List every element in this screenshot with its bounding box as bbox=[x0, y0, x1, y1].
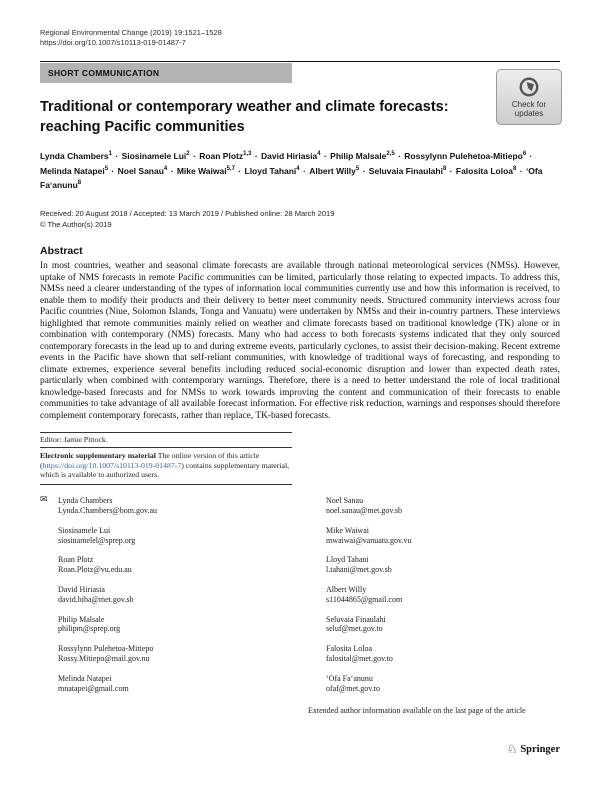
author-separator-dot: · bbox=[190, 150, 199, 161]
contact-name: Seluvaia Finaulahi bbox=[326, 614, 386, 624]
doi-link[interactable]: https://doi.org/10.1007/s10113-019-01487-7 bbox=[40, 38, 186, 47]
contact-email: mnatapei@gmail.com bbox=[58, 683, 129, 693]
contact-entry bbox=[40, 615, 292, 635]
author: David Hiriasia$^4$ bbox=[261, 150, 321, 161]
contact-entry bbox=[308, 585, 560, 605]
crossmark-circle-icon bbox=[518, 76, 540, 98]
contact-name: Albert Willy bbox=[326, 585, 367, 595]
contact-email: noel.sanau@met.gov.sb bbox=[326, 506, 402, 516]
contact-email: seluf@met.gov.to bbox=[326, 624, 383, 634]
author-list bbox=[40, 148, 560, 192]
contact-name: Lloyd Tahani bbox=[326, 555, 369, 565]
abstract-text: In most countries, weather and seasonal climate forecasts are available through national meteorological services (NMSs). However, uptake of NMS forecasts in remote Pacific communities can be limited, particularly those relating to expected impacts. To address this, NMSs need a clearer understanding of the types of information local communities currently use and how this information is received, to enable them to modify their products and their delivery to better meet community needs. Structured community interviews across four Pacific countries (Niue, Solomon Islands, Tonga and Vanuatu) were undertaken by NMSs and their in-country partners. These interviews highlighted that remote communities mainly relied on weather and climate forecasts based on traditional knowledge (TK) alone or in combination with contemporary (NMS) forecasts. Many who had access to both forecasts systems indicated that they only sourced contemporary forecasts in the lead up to and during extreme events, particularly cyclones, to assist their decision-making. Recent extreme events in the Pacific have shown that self-reliant communities, with knowledge of traditional ways of forecasting, and responding to climate extremes, experience several benefits including reduced social-economic disruption and lower than expected death rates, particularly when combined with contemporary warnings. Therefore, there is a need to better understand the role of local traditional knowledge-based forecasts and for NMSs to work towards improving the content and communication of their forecasts to enable communities to take advantage of all available forecast information. For effective risk reduction, warnings and responses should therefore complement contemporary forecasts, rather than replace, TK-based forecasts. bbox=[40, 261, 560, 421]
contact-email: l.tahani@met.gov.sb bbox=[326, 565, 392, 575]
author-separator-dot: · bbox=[109, 165, 117, 176]
copyright-line: © The Author(s) 2019 bbox=[40, 219, 112, 229]
springer-knight-icon: ♘ bbox=[506, 742, 518, 756]
contact-email: siosinamelel@sprep.org bbox=[58, 535, 136, 545]
author: Falosita Loloa$^8$ bbox=[455, 165, 517, 176]
author: Mike Waiwai$^{5,7}$ bbox=[176, 165, 235, 176]
contact-entry bbox=[40, 644, 292, 664]
check-for-updates-button[interactable] bbox=[496, 69, 562, 125]
contact-entry bbox=[308, 674, 560, 694]
contact-entry bbox=[40, 674, 292, 694]
author-separator-dot: · bbox=[113, 150, 121, 161]
author: Seluvaia Finaulahi$^8$ bbox=[368, 165, 447, 176]
author-separator-dot: · bbox=[252, 150, 261, 161]
author: Noel Sanau$^4$ bbox=[117, 165, 168, 176]
contact-name: Philip Malsale bbox=[58, 614, 105, 624]
author-separator-dot: · bbox=[527, 150, 533, 161]
contacts-column-right bbox=[308, 496, 560, 716]
author: Melinda Natapei$^5$ bbox=[40, 165, 109, 176]
contact-email: mwaiwai@vanuatu.gov.vu bbox=[326, 535, 412, 545]
author-separator-dot: · bbox=[300, 165, 309, 176]
contact-name: Lynda Chambers bbox=[58, 496, 113, 506]
contact-entry bbox=[308, 615, 560, 635]
contact-email: Rossy.Mitiepo@mail.gov.nu bbox=[58, 654, 150, 664]
author-separator-dot: · bbox=[395, 150, 404, 161]
contact-name: Falosita Loloa bbox=[326, 644, 372, 654]
publisher-logo bbox=[507, 742, 560, 757]
extended-author-info: Extended author information available on the last page of the article bbox=[308, 706, 526, 716]
check-for-updates-label: Check for updates bbox=[511, 100, 547, 118]
author-separator-dot: · bbox=[360, 165, 368, 176]
article-type-banner: SHORT COMMUNICATION bbox=[40, 63, 292, 83]
author-separator-dot: · bbox=[235, 165, 244, 176]
author-separator-dot: · bbox=[517, 165, 525, 176]
contact-name: Siosinamele Lui bbox=[58, 525, 111, 535]
contact-entry bbox=[40, 496, 292, 516]
author-separator-dot: · bbox=[447, 165, 455, 176]
contact-email: Lynda.Chambers@bom.gov.au bbox=[58, 506, 158, 516]
author-contacts bbox=[40, 496, 560, 716]
author-separator-dot: · bbox=[168, 165, 176, 176]
author: Lloyd Tahani$^4$ bbox=[244, 165, 300, 176]
author: Rossylynn Pulehetoa-Mitiepo$^6$ bbox=[404, 150, 527, 161]
contact-entry bbox=[308, 496, 560, 516]
author: Albert Willy$^5$ bbox=[309, 165, 360, 176]
contact-name: David Hiriasia bbox=[58, 585, 105, 595]
contact-name: Noel Sanau bbox=[326, 496, 364, 506]
contact-entry bbox=[308, 526, 560, 546]
footnote-block bbox=[40, 432, 292, 485]
contact-name: Rossylynn Pulehetoa-Mitiepo bbox=[58, 644, 154, 654]
article-history bbox=[40, 209, 560, 230]
article-title: Traditional or contemporary weather and climate forecasts: reaching Pacific communities bbox=[40, 99, 449, 135]
author: Philip Malsale$^{2,5}$ bbox=[330, 150, 395, 161]
contacts-column-left bbox=[40, 496, 292, 716]
contact-email: ofaf@met.gov.to bbox=[326, 683, 380, 693]
contact-entry bbox=[40, 526, 292, 546]
esm-note bbox=[40, 448, 292, 484]
contact-email: philipm@sprep.org bbox=[58, 624, 121, 634]
abstract-heading: Abstract bbox=[40, 245, 83, 258]
contact-name: Mike Waiwai bbox=[326, 525, 369, 535]
esm-doi-link[interactable]: https://doi.org/10.1007/s10113-019-01487-7 bbox=[42, 460, 182, 470]
contact-email: falosital@met.gov.to bbox=[326, 654, 393, 664]
journal-citation: Regional Environmental Change (2019) 19:1521–1528 bbox=[40, 28, 222, 37]
contact-name: Melinda Natapei bbox=[58, 673, 112, 683]
contact-name: Roan Plotz bbox=[58, 555, 94, 565]
esm-post-link: ) contains supplementary material, which is available to authorized users. bbox=[40, 460, 290, 480]
editor-note: Editor: Jamie Pittock. bbox=[40, 434, 108, 444]
journal-header bbox=[40, 28, 560, 48]
contact-email: Roan.Plotz@vu.edu.au bbox=[58, 565, 132, 575]
header-rule bbox=[40, 61, 560, 62]
contact-entry bbox=[308, 555, 560, 575]
author: ʻOfa Faʻanunu$^8$ bbox=[40, 165, 543, 191]
footnote-rule bbox=[40, 484, 292, 485]
author: Siosinamele Lui$^2$ bbox=[121, 150, 190, 161]
publisher-name: Springer bbox=[520, 744, 560, 755]
esm-pre-link: The online version of this article ( bbox=[40, 450, 260, 470]
contact-name: ʻOfa Faʻanunu bbox=[326, 673, 373, 683]
author-separator-dot: · bbox=[321, 150, 330, 161]
author: Roan Plotz$^{1,3}$ bbox=[199, 150, 252, 161]
contact-entry bbox=[308, 644, 560, 664]
received-accepted-line: Received: 20 August 2018 / Accepted: 13 March 2019 / Published online: 28 March 2019 bbox=[40, 209, 335, 219]
contact-entry bbox=[40, 585, 292, 605]
contact-email: s11044865@gmail.com bbox=[326, 594, 403, 604]
author: Lynda Chambers$^1$ bbox=[40, 150, 112, 161]
envelope-icon: ✉ bbox=[40, 494, 48, 505]
contact-email: david.hiba@met.gov.sb bbox=[58, 594, 134, 604]
esm-lead: Electronic supplementary material bbox=[40, 450, 156, 460]
contact-entry bbox=[40, 555, 292, 575]
